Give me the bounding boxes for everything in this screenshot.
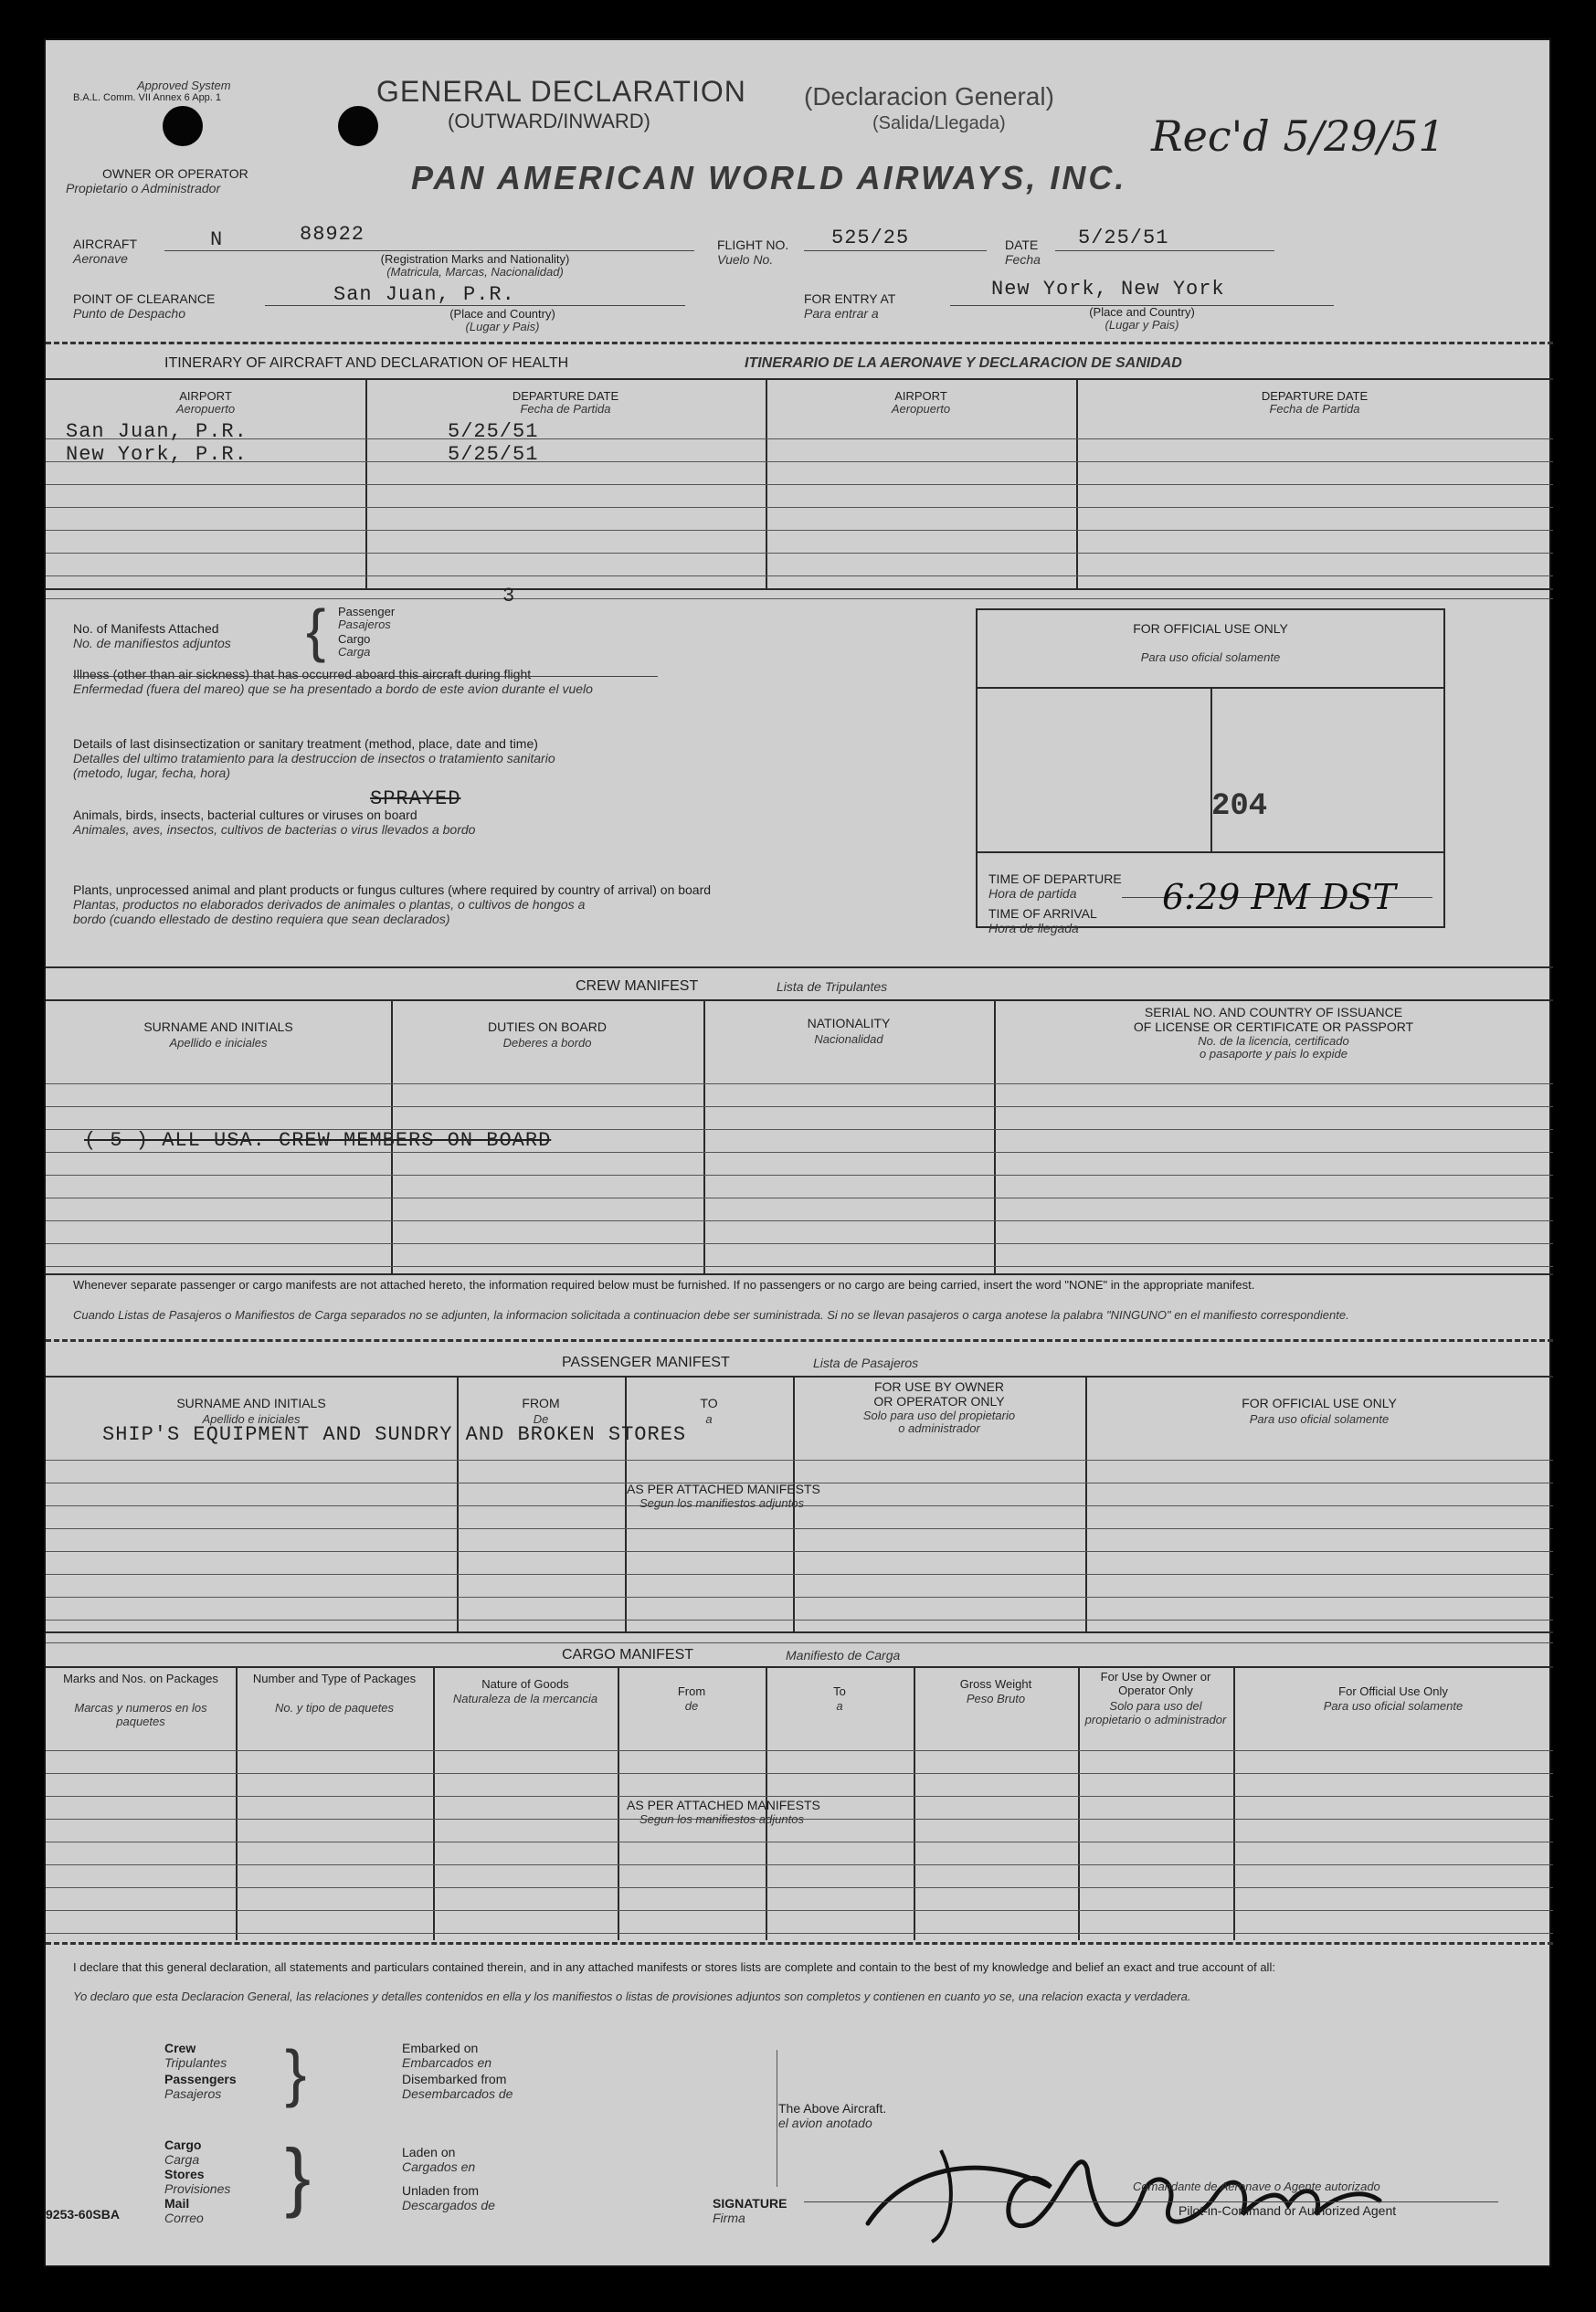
crew-col-nationality: NATIONALITY	[807, 1016, 891, 1030]
clearance-value: San Juan, P.R.	[333, 283, 515, 306]
decl-laden-es: Cargados en	[402, 2159, 476, 2174]
clearance-label-es: Punto de Despacho	[73, 306, 185, 321]
departure-time-label-es: Hora de partida	[988, 886, 1077, 901]
cargo-col-number: Number and Type of Packages	[252, 1672, 417, 1685]
aircraft-label: AIRCRAFT	[73, 237, 137, 251]
approved-system: Approved System	[137, 79, 231, 92]
cargo-col-nature: Nature of Goods	[481, 1677, 569, 1691]
cargo-attached-es: Segun los manifiestos adjuntos	[639, 1812, 804, 1826]
date-label-es: Fecha	[1005, 252, 1041, 267]
crew-col-serial-2: OF LICENSE OR CERTIFICATE OR PASSPORT	[1133, 1019, 1414, 1034]
plants-label: Plants, unprocessed animal and plant products or fungus cultures (where required by country of arrival) on board	[73, 882, 712, 897]
pax-attached: AS PER ATTACHED MANIFESTS	[627, 1482, 820, 1496]
signature-label: SIGNATURE	[713, 2196, 787, 2211]
cargo-col-marks: Marks and Nos. on Packages	[63, 1672, 218, 1685]
cargo-col-owner-es: Solo para uso del propietario o administrador	[1084, 1699, 1227, 1726]
crew-col-nationality-es: Nacionalidad	[814, 1032, 883, 1046]
form-title-es: (Declaracion General)	[804, 82, 1054, 111]
pax-col-official: FOR OFFICIAL USE ONLY	[1242, 1396, 1397, 1410]
cargo-col-official-es: Para uso oficial solamente	[1323, 1699, 1464, 1713]
itinerary-title: ITINERARY OF AIRCRAFT AND DECLARATION OF HEALTH	[164, 355, 569, 371]
passenger-title-es: Lista de Pasajeros	[813, 1356, 919, 1370]
clearance-label: POINT OF CLEARANCE	[73, 291, 216, 306]
official-stamp: 204	[1211, 789, 1268, 824]
itin-col-date-2-es: Fecha de Partida	[1269, 402, 1360, 416]
decl-above-aircraft: The Above Aircraft.	[778, 2101, 887, 2116]
departure-time-label: TIME OF DEPARTURE	[988, 871, 1122, 886]
pax-col-surname-es: Apellido e iniciales	[202, 1412, 301, 1426]
illness-label: Illness (other than air sickness) that has occurred aboard this aircraft during flight	[73, 667, 532, 681]
decl-cargo: Cargo	[164, 2138, 202, 2152]
registration-prefix: N	[210, 228, 224, 251]
plants-label-es-2: bordo (cuando ellestado de destino requiera que sean declarados)	[73, 912, 450, 926]
animals-label: Animals, birds, insects, bacterial cultures or viruses on board	[73, 808, 417, 822]
cargo-col-to-es: a	[836, 1699, 843, 1713]
registration-caption-es: (Matricula, Marcas, Nacionalidad)	[386, 265, 564, 279]
crew-col-duties: DUTIES ON BOARD	[488, 1019, 607, 1034]
place-caption-es: (Lugar y Pais)	[465, 320, 540, 333]
pax-col-to-es: a	[705, 1412, 713, 1426]
entry-place-caption-es: (Lugar y Pais)	[1105, 318, 1179, 332]
form-subtitle-es: (Salida/Llegada)	[872, 113, 1006, 133]
illness-label-es: Enfermedad (fuera del mareo) que se ha presentado a bordo de este avion durante el vuelo	[73, 681, 593, 696]
decl-embarked-es: Embarcados en	[402, 2055, 492, 2070]
owner-label: OWNER OR OPERATOR	[102, 166, 248, 181]
aircraft-label-es: Aeronave	[73, 251, 128, 266]
decl-mail-es: Correo	[164, 2211, 204, 2225]
itin-col-date-2: DEPARTURE DATE	[1261, 389, 1369, 403]
place-caption: (Place and Country)	[449, 307, 555, 321]
official-title: FOR OFFICIAL USE ONLY	[1133, 621, 1288, 636]
entry-label: FOR ENTRY AT	[804, 291, 896, 306]
cargo-col-nature-es: Naturaleza de la mercancia	[452, 1692, 598, 1705]
punch-hole	[338, 106, 378, 146]
cargo-col-weight-es: Peso Bruto	[966, 1692, 1026, 1705]
manifests-label: No. of Manifests Attached	[73, 621, 219, 636]
decl-disembarked: Disembarked from	[402, 2072, 507, 2086]
pax-col-owner-es: Solo para uso del propietario	[862, 1409, 1016, 1422]
form-title: GENERAL DECLARATION	[376, 75, 746, 108]
cargo-col-from: From	[677, 1684, 706, 1698]
disinsect-label: Details of last disinsectization or sanitary treatment (method, place, date and time)	[73, 736, 538, 751]
pax-entry: SHIP'S EQUIPMENT AND SUNDRY AND BROKEN STORES	[102, 1423, 687, 1446]
registration-value: 88922	[300, 223, 365, 246]
crew-col-serial-es-2: o pasaporte y pais lo expide	[1200, 1047, 1348, 1061]
pax-col-from-es: De	[533, 1412, 549, 1426]
disinsect-value: SPRAYED	[370, 787, 461, 810]
declaration-form: Approved System B.A.L. Comm. VII Annex 6 App. 1 GENERAL DECLARATION (OUTWARD/INWARD) (Declaracion General) (Salida/Llegada) Rec'd 5/29/51 OWNER OR OPERATOR Propietario o Administrador PAN AMERICAN WORLD AIRWAYS, INC. AIRCRAFT Aeronave N 88922 (Registration Marks and Nationality) (Matricula, Marcas, Nacionalidad) FLIGHT NO. Vuelo No. 525/25 DATE Fecha 5/25/51 POINT OF CLEARANCE Punto de Despacho San Juan, P.R. (Place and Country) (Lugar y Pais) FOR ENTRY AT Para entrar a New York, New York (Place and Country) (Lugar y Pais) ITINERARY OF AIRCRAFT AND DECLARATION OF HEALTH ITINERARIO DE LA AERONAVE Y DECLARACION DE SANIDAD AIRPORT Aeropuerto DEPARTURE DATE Fecha de Partida AIRPORT Aeropuerto DEPARTURE DATE Fecha de Partida San Juan, P.R. 5/25/51 New York, P.R. 5/25/51 3 No. of Manifests Attached No. de manifiestos adjuntos { Passenger Pasajeros Cargo Carga Illness (other than air sickness) that has occurred aboard this aircraft during flight Enfermedad (fuera del mareo) que se ha presentado a bordo de este avion durante el vuelo Details of last disinsectization or sanitary treatment (method, place, date and time) Detalles del ultimo tratamiento para la destruccion de insectos o tratamiento sanitario (metodo, lugar, fecha, hora) SPRAYED Animals, birds, insects, bacterial cultures or viruses on board Animales, aves, insectos, cultivos de bacterias o virus llevados a bordo Plants, unprocessed animal and plant products or fungus cultures (where required by country of arrival) on board Plantas, productos no elaborados derivados de animales o plantas, o cultivos de hongos a bordo (cuando ellestado de destino requiera que sean declarados) FOR OFFICIAL USE ONLY Para uso oficial solamente 204 TIME OF DEPARTURE Hora de partida TIME OF ARRIVAL Hora de llegada 6:29 PM DST CREW MANIFEST Lista de Tripulantes SURNAME AND INITIALS Apellido e iniciales DUTIES ON BOARD Deberes a bordo NATIONALITY Nacionalidad SERIAL NO. AND COUNTRY OF ISSUANCE OF LICENSE OR CERTIFICATE OR PASSPORT No. de la licencia, certificado o pasaporte y pais lo expide ( 5 ) ALL USA. CREW MEMBERS ON BOARD Whenever separate passenger or cargo manifests are not attached hereto, the information required below must be furnished. If no passengers or no cargo are being carried, insert the word "NONE" in the appropriate manifest. Cuando Listas de Pasajeros o Manifiestos de Carga separados no se adjunten, la informacion solicitada a continuacion debe ser suministrada. Si no se llevan pasajeros o carga anotese la palabra "NINGUNO" en el manifiesto correspondiente. PASSENGER MANIFEST Lista de Pasajeros SURNAME AND INITIALS Apellido e iniciales FROM De TO a FOR USE BY OWNER OR OPERATOR ONLY Solo para uso del propietario o administrador FOR OFFICIAL USE ONLY Para uso oficial solamente SHIP'S EQUIPMENT AND SUNDRY AND BROKEN STORES AS PER ATTACHED MANIFESTS Segun los manifiestos adjuntos CARGO MANIFEST Manifiesto de Carga Marks and Nos. on Packages Marcas y numeros en los paquetes Number and Type of Packages No. y tipo de paquetes Nature of Goods Naturaleza de la mercancia From de To a Gross Weight Peso Bruto For Use by Owner or Operator Only Solo para uso del propietario o administrador For Official Use Only Para uso oficial solamente AS PER ATTACHED MANIFESTS Segun los manifiestos adjuntos I declare that this general declaration, all statements and particulars contained therein, and in any attached manifests or stores lists are complete and contain to the best of my knowledge and belief an exact and true account of all: Yo declaro que esta Declaracion General, las relaciones y detalles contenidos en ella y los manifiestos o listas de provisiones adjuntos son completos y contienen en cuanto yo se, una relacion exacta y verdadera. Crew Tripulantes Passengers Pasajeros } Embarked on Embarcados en Disembarked from Desembarcados de Cargo Carga Stores Provisiones Mail Correo } Laden on Cargados en Unladen from Descargados de The Above Aircraft. el avion anotado SIGNATURE Firma Comandante de Aeronave o Agente autorizado Pilot-in-Command or Authorized Agent 9253-60SBA	[44, 38, 1551, 2267]
cargo-title-es: Manifiesto de Carga	[786, 1648, 901, 1663]
cargo-col-weight: Gross Weight	[959, 1677, 1032, 1691]
itin-col-airport-es: Aeropuerto	[175, 402, 236, 416]
pax-col-to: TO	[700, 1396, 718, 1410]
registration-caption: (Registration Marks and Nationality)	[380, 252, 570, 266]
owner-label-es: Propietario o Administrador	[66, 181, 221, 195]
cargo-col-owner: For Use by Owner or Operator Only	[1100, 1670, 1211, 1697]
entry-place-caption: (Place and Country)	[1089, 305, 1195, 319]
pax-col-official-es: Para uso oficial solamente	[1249, 1412, 1390, 1426]
cargo-col-from-es: de	[684, 1699, 699, 1713]
arrival-time-label-es: Hora de llegada	[988, 921, 1079, 935]
received-note: Rec'd 5/29/51	[1151, 111, 1445, 161]
passenger-label-es: Pasajeros	[338, 618, 391, 631]
itin-col-airport: AIRPORT	[179, 389, 232, 403]
crew-title: CREW MANIFEST	[576, 978, 699, 994]
cargo-col-to: To	[833, 1684, 846, 1698]
crew-title-es: Lista de Tripulantes	[777, 979, 888, 994]
manifest-count: 3	[502, 585, 516, 607]
operator-name: PAN AMERICAN WORLD AIRWAYS, INC.	[411, 159, 1127, 196]
plants-label-es: Plantas, productos no elaborados derivados de animales o plantas, o cultivos de hongos a	[73, 897, 586, 912]
cargo-label-es: Carga	[338, 645, 371, 659]
crew-col-serial-es: No. de la licencia, certificado	[1198, 1034, 1349, 1048]
crew-entry: ( 5 ) ALL USA. CREW MEMBERS ON BOARD	[84, 1129, 552, 1152]
animals-label-es: Animales, aves, insectos, cultivos de bacterias o virus llevados a bordo	[73, 822, 476, 837]
crew-col-duties-es: Deberes a bordo	[502, 1036, 592, 1050]
crew-col-surname: SURNAME AND INITIALS	[143, 1019, 293, 1034]
entry-value: New York, New York	[991, 278, 1225, 301]
disinsect-label-es-2: (metodo, lugar, fecha, hora)	[73, 765, 230, 780]
itin-row-2-airport: New York, P.R.	[66, 443, 248, 466]
disinsect-label-es: Detalles del ultimo tratamiento para la destruccion de insectos o tratamiento sanitario	[73, 751, 555, 765]
approved-system-ref: B.A.L. Comm. VII Annex 6 App. 1	[73, 92, 222, 103]
arrival-time-label: TIME OF ARRIVAL	[988, 906, 1097, 921]
pax-attached-es: Segun los manifiestos adjuntos	[639, 1496, 804, 1510]
itin-row-1-date: 5/25/51	[448, 420, 539, 443]
decl-cargo-es: Carga	[164, 2152, 200, 2167]
decl-stores: Stores	[164, 2167, 205, 2181]
passenger-title: PASSENGER MANIFEST	[562, 1355, 730, 1370]
decl-laden: Laden on	[402, 2145, 456, 2159]
cargo-col-number-es: No. y tipo de paquetes	[274, 1701, 395, 1715]
itinerary-title-es: ITINERARIO DE LA AERONAVE Y DECLARACION DE SANIDAD	[745, 355, 1182, 371]
date-label: DATE	[1005, 238, 1039, 252]
itin-row-1-airport: San Juan, P.R.	[66, 420, 248, 443]
cargo-col-marks-es: Marcas y numeros en los paquetes	[74, 1701, 207, 1728]
itin-col-date-es: Fecha de Partida	[520, 402, 611, 416]
form-subtitle: (OUTWARD/INWARD)	[448, 110, 650, 132]
decl-unladen-es: Descargados de	[402, 2198, 495, 2212]
pax-col-surname: SURNAME AND INITIALS	[176, 1396, 326, 1410]
signature-caption: Pilot-in-Command or Authorized Agent	[1179, 2203, 1397, 2218]
cargo-attached: AS PER ATTACHED MANIFESTS	[627, 1798, 820, 1812]
declaration-en: I declare that this general declaration, all statements and particulars contained therein, and in any attached manifests or stores lists are complete and contain to the best of my knowledge and belief an exact and true account of all:	[73, 1960, 1275, 1974]
date-value: 5/25/51	[1078, 227, 1169, 249]
itin-row-2-date: 5/25/51	[448, 443, 539, 466]
arrival-time-value: 6:29 PM DST	[1162, 877, 1396, 917]
pax-col-from: FROM	[522, 1396, 560, 1410]
decl-stores-es: Provisiones	[164, 2181, 231, 2196]
punch-hole	[163, 106, 203, 146]
decl-embarked: Embarked on	[402, 2041, 479, 2055]
itin-col-airport-2: AIRPORT	[894, 389, 947, 403]
entry-label-es: Para entrar a	[804, 306, 879, 321]
notice-es: Cuando Listas de Pasajeros o Manifiestos de Carga separados no se adjunten, la informacion solicitada a continuacion debe ser suministrada. Si no se llevan pasajeros o carga anotese la palabra "NINGUNO" en el manifiesto correspondiente.	[73, 1308, 1349, 1322]
signature-label-es: Firma	[713, 2211, 745, 2225]
decl-crew: Crew	[164, 2041, 196, 2055]
decl-crew-es: Tripulantes	[164, 2055, 227, 2070]
decl-mail: Mail	[164, 2196, 190, 2211]
form-number: 9253-60SBA	[46, 2207, 120, 2222]
declaration-es: Yo declaro que esta Declaracion General, las relaciones y detalles contenidos en ella y los manifiestos o listas de provisiones adjuntos son completos y contienen en cuanto yo se, una relacion exacta y verdadera.	[73, 1990, 1191, 2003]
decl-disembarked-es: Desembarcados de	[402, 2086, 513, 2101]
itin-col-date: DEPARTURE DATE	[512, 389, 619, 403]
crew-col-serial: SERIAL NO. AND COUNTRY OF ISSUANCE	[1144, 1005, 1403, 1019]
cargo-col-official: For Official Use Only	[1338, 1684, 1448, 1698]
flight-no-label-es: Vuelo No.	[717, 252, 774, 267]
decl-above-aircraft-es: el avion anotado	[778, 2116, 872, 2130]
decl-passengers: Passengers	[164, 2072, 237, 2086]
pax-col-owner: FOR USE BY OWNER	[873, 1379, 1005, 1394]
pax-col-owner-2: OR OPERATOR ONLY	[873, 1394, 1005, 1409]
crew-col-surname-es: Apellido e iniciales	[169, 1036, 268, 1050]
manifests-label-es: No. de manifiestos adjuntos	[73, 636, 231, 650]
signature-caption-es: Comandante de Aeronave o Agente autorizado	[1133, 2180, 1380, 2193]
flight-no-value: 525/25	[831, 227, 910, 249]
flight-no-label: FLIGHT NO.	[717, 238, 789, 252]
pax-col-owner-es-2: o administrador	[898, 1421, 980, 1435]
itin-col-airport-2-es: Aeropuerto	[891, 402, 951, 416]
cargo-label: Cargo	[338, 632, 371, 646]
official-title-es: Para uso oficial solamente	[1140, 650, 1281, 664]
passenger-label: Passenger	[338, 605, 396, 618]
decl-passengers-es: Pasajeros	[164, 2086, 222, 2101]
notice-en: Whenever separate passenger or cargo manifests are not attached hereto, the information required below must be furnished. If no passengers or no cargo are being carried, insert the word "NONE" in the appropriate manifest.	[73, 1278, 1255, 1292]
cargo-title: CARGO MANIFEST	[562, 1647, 694, 1663]
decl-unladen: Unladen from	[402, 2183, 480, 2198]
